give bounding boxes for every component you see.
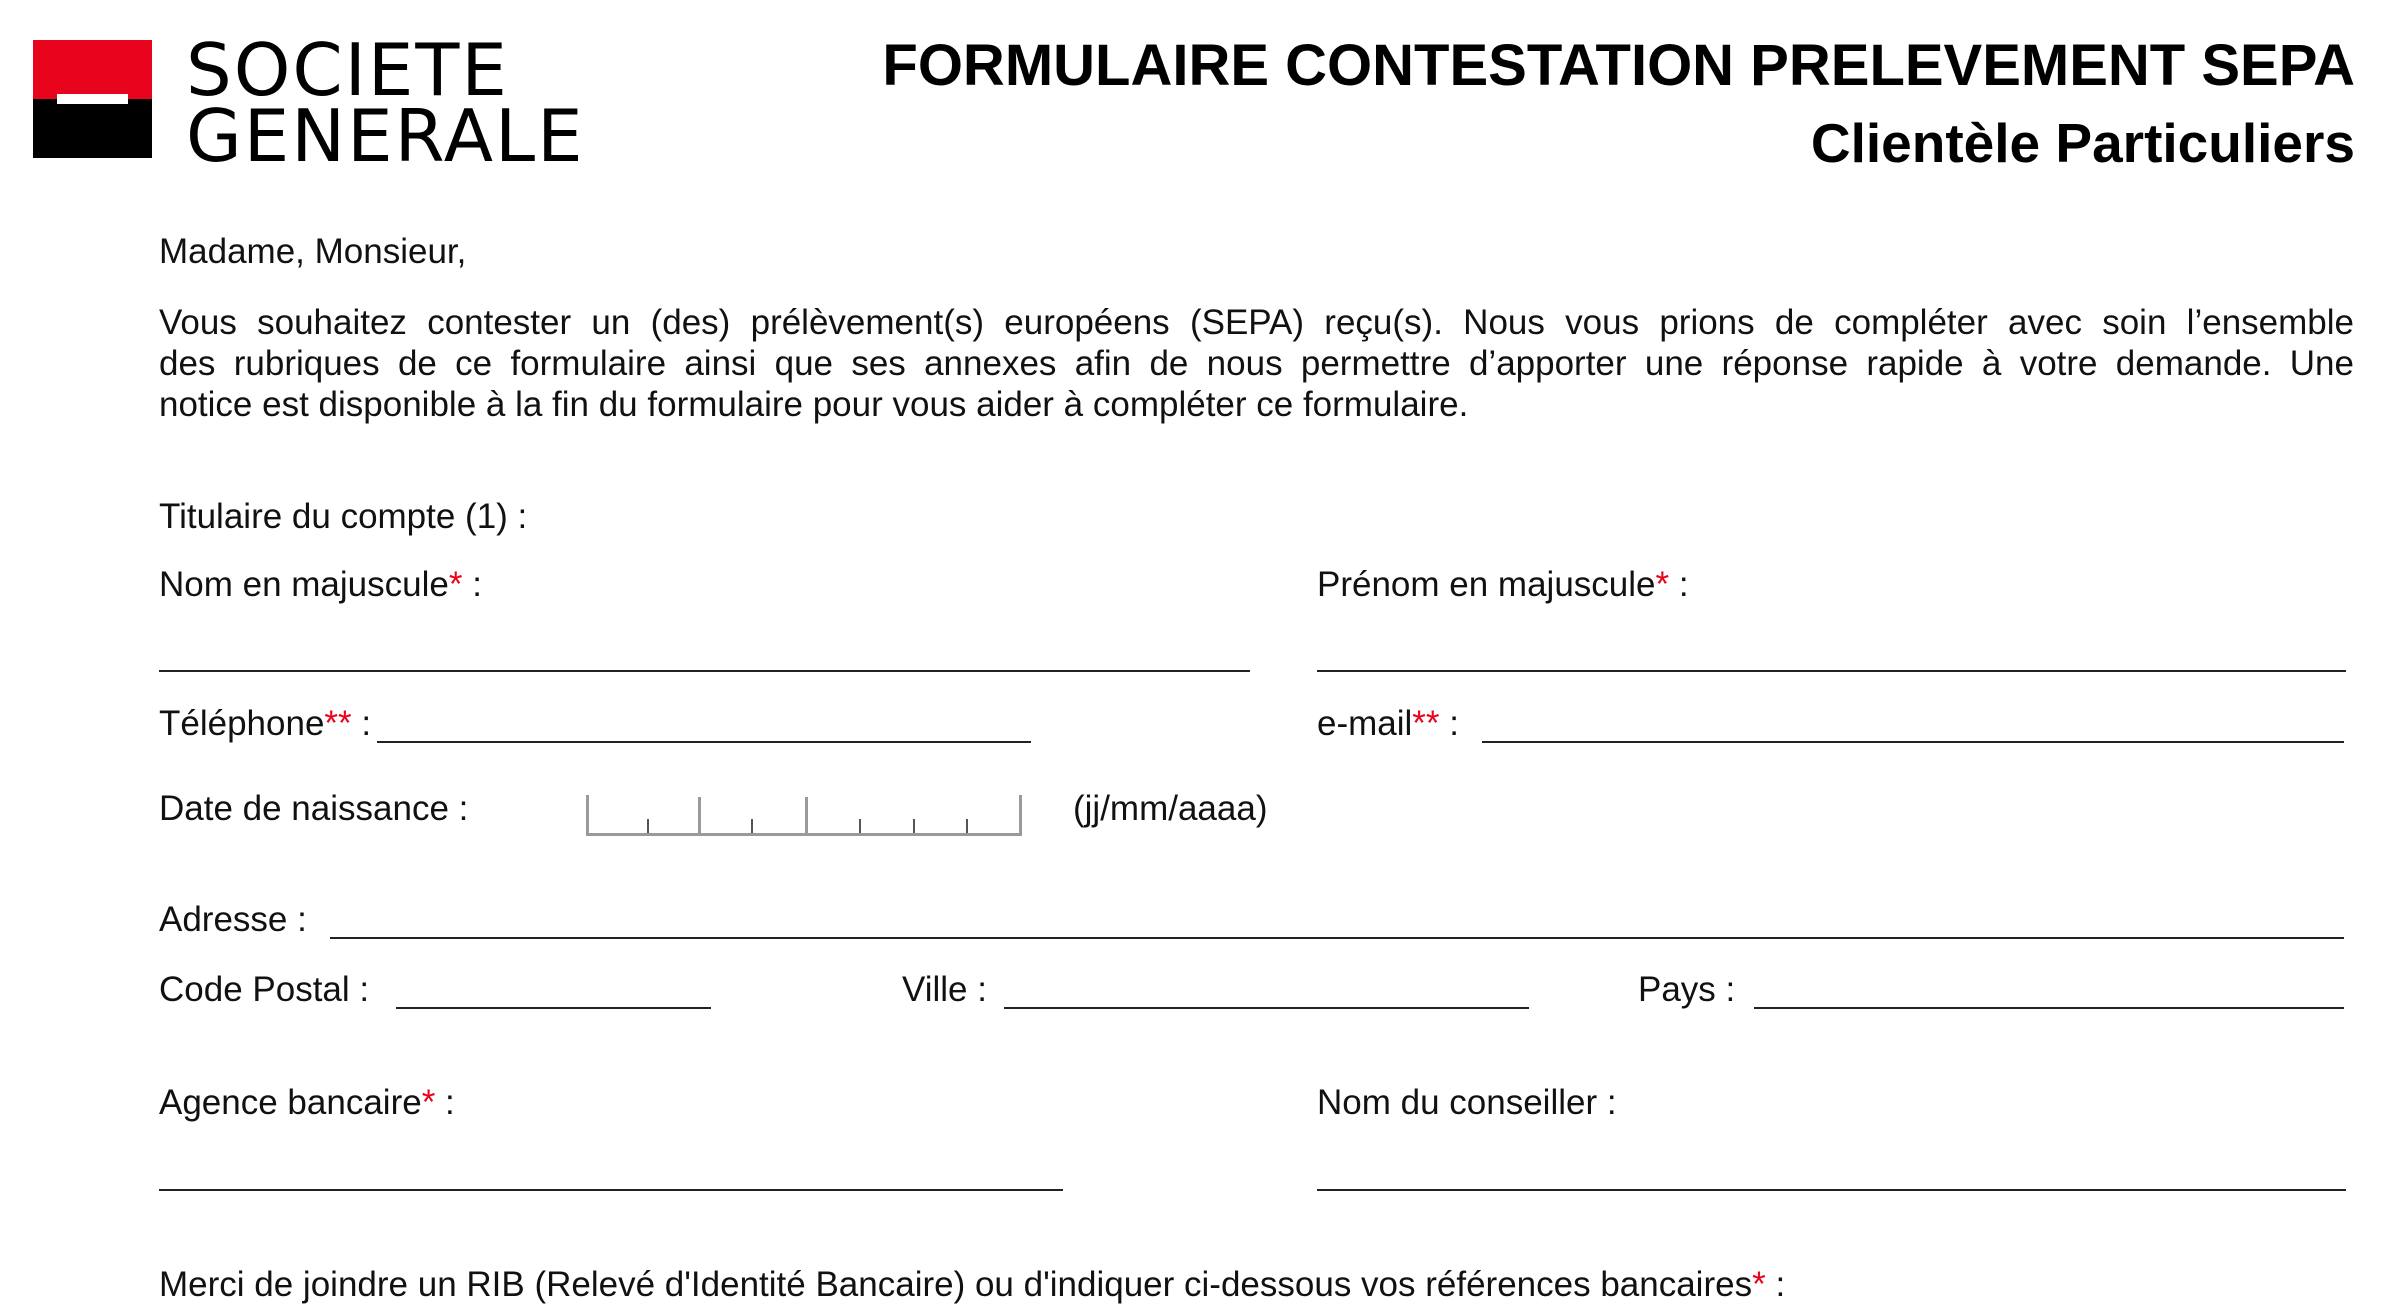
first-name-label (1317, 565, 1689, 605)
greeting: Madame, Monsieur, (159, 232, 467, 271)
phone-field[interactable] (377, 741, 1031, 743)
account-holder-label: Titulaire du compte (1) : (159, 497, 528, 536)
intro-paragraph (159, 302, 2354, 425)
logo-white-bar (57, 94, 128, 104)
label-suffix: : (1765, 1265, 1786, 1304)
advisor-field[interactable] (1317, 1189, 2346, 1191)
required-mark: ** (1412, 704, 1440, 743)
date-divider (966, 819, 968, 833)
intro-line: Vous souhaitez contester un (des) prélèvement(s) européens (SEPA) reçu(s). Nous vous prions de compléter avec soin l’ensemble (159, 303, 2354, 342)
country-field[interactable] (1754, 1007, 2344, 1009)
date-divider (859, 819, 861, 833)
date-divider (805, 797, 808, 833)
email-field[interactable] (1482, 741, 2344, 743)
societe-generale-logo (33, 40, 152, 158)
required-mark: ** (324, 704, 352, 743)
last-name-field[interactable] (159, 670, 1250, 672)
label-suffix: : (351, 704, 372, 743)
date-divider (698, 797, 701, 833)
country-label: Pays : (1638, 970, 1736, 1009)
intro-line: des rubriques de ce formulaire ainsi que ses annexes afin de nous permettre d’apporter une réponse rapide à votre demande. Une (159, 344, 2354, 383)
phone-label-text: Téléphone (159, 704, 325, 743)
address-field[interactable] (330, 937, 2344, 939)
city-label: Ville : (902, 970, 987, 1009)
label-suffix: : (435, 1083, 455, 1122)
label-suffix: : (1439, 704, 1459, 743)
required-mark: * (448, 565, 463, 604)
birth-date-label: Date de naissance : (159, 789, 469, 828)
form-title: FORMULAIRE CONTESTATION PRELEVEMENT SEPA (882, 33, 2355, 98)
rib-instruction (159, 1265, 1785, 1305)
agency-label-text: Agence bancaire (159, 1083, 422, 1122)
label-suffix: : (462, 565, 482, 604)
date-divider (913, 819, 915, 833)
agency-field[interactable] (159, 1189, 1063, 1191)
postal-code-label: Code Postal : (159, 970, 370, 1009)
intro-line: notice est disponible à la fin du formulaire pour vous aider à compléter ce formulaire. (159, 385, 1469, 424)
required-mark: * (1752, 1265, 1766, 1304)
required-mark: * (421, 1083, 436, 1122)
date-divider (647, 819, 649, 833)
advisor-label: Nom du conseiller : (1317, 1083, 1617, 1122)
required-mark: * (1655, 565, 1670, 604)
agency-label (159, 1083, 455, 1123)
email-label (1317, 704, 1459, 744)
first-name-label-text: Prénom en majuscule (1317, 565, 1656, 604)
rib-instruction-text: Merci de joindre un RIB (Relevé d'Identité Bancaire) ou d'indiquer ci-dessous vos références bancaires (159, 1265, 1753, 1304)
last-name-label (159, 565, 482, 605)
brand-name-line1: SOCIETE (186, 28, 509, 112)
birth-date-format-hint: (jj/mm/aaaa) (1073, 789, 1268, 828)
city-field[interactable] (1004, 1007, 1529, 1009)
label-suffix: : (1669, 565, 1689, 604)
brand-name-line2: GENERALE (186, 94, 585, 178)
address-label: Adresse : (159, 900, 307, 939)
phone-label (159, 704, 371, 744)
postal-code-field[interactable] (396, 1007, 711, 1009)
birth-date-field[interactable] (586, 795, 1022, 836)
date-divider (751, 819, 753, 833)
last-name-label-text: Nom en majuscule (159, 565, 449, 604)
logo-black-block (33, 99, 152, 158)
form-subtitle: Clientèle Particuliers (1810, 112, 2355, 174)
logo-red-block (33, 40, 152, 99)
first-name-field[interactable] (1317, 670, 2346, 672)
email-label-text: e-mail (1317, 704, 1413, 743)
